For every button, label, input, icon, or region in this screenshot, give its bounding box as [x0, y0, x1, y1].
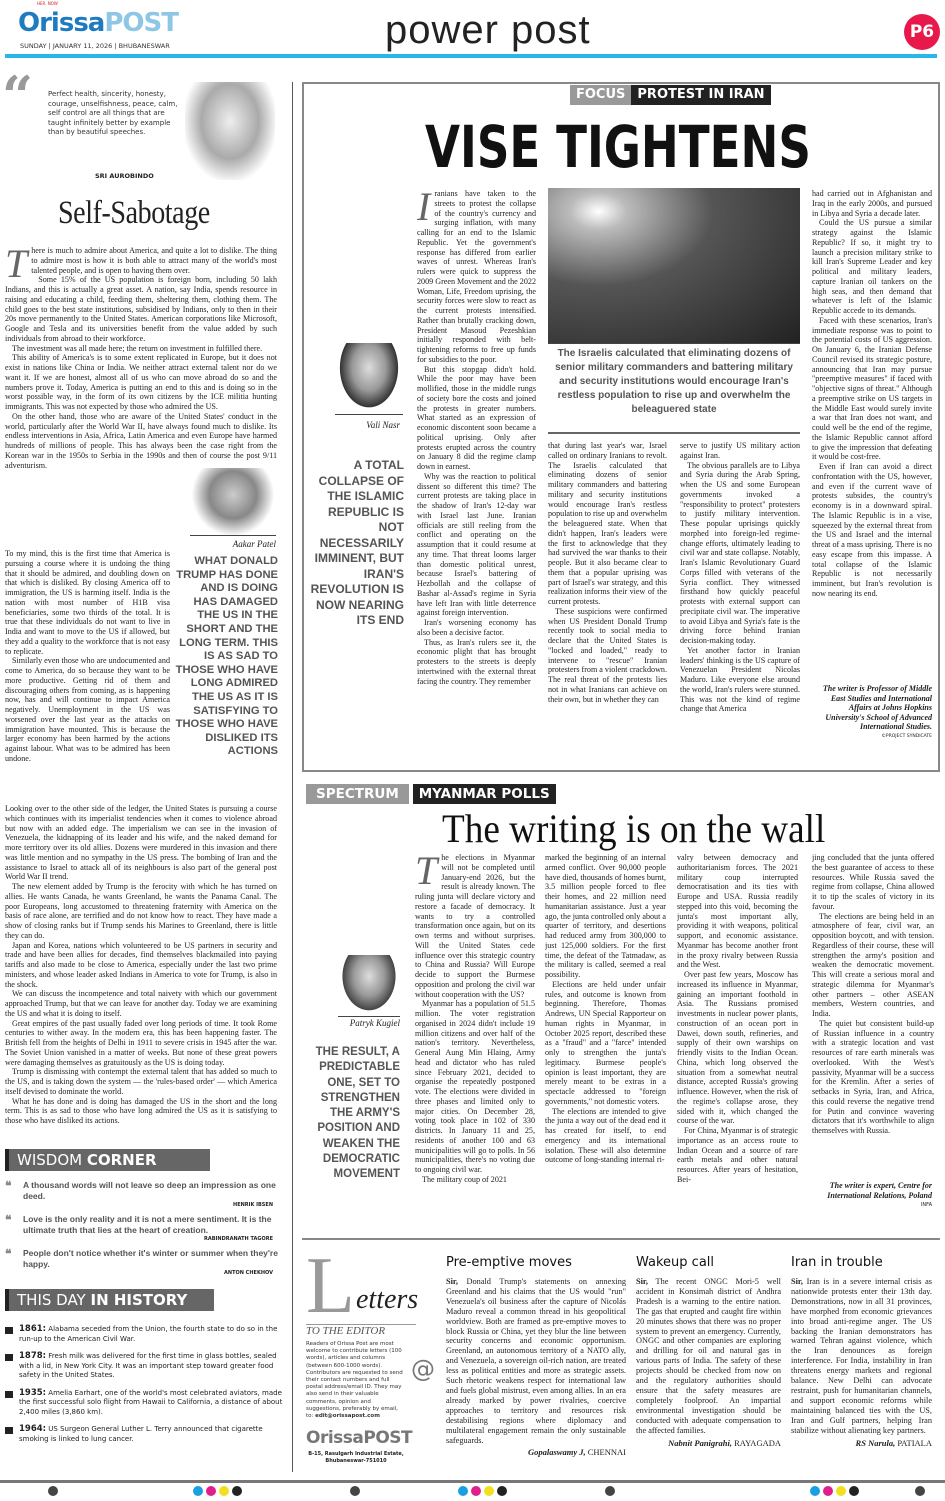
myanmar-author-bio: The writer is expert, Centre for International Relations, Poland	[827, 1181, 932, 1200]
columnist-photo	[190, 468, 276, 536]
letter-text: Donald Trump's statements on annexing Greenland and his claims that the US would "run" Venezuela's oil business after the capture of Nicolás Maduro reveal a common thread in his geopolitical worldview. Both are framed as pre-emptive moves to block Russia or China, yet they blur the line between security concerns and economic opportunism. Greenland, an autonomous territory of a NATO ally, and Venezuela, a sovereign oil-rich nation, are treated less as political entities and more as strategic assets. Such rhetoric weakens respect for international law and fuels global mistrust, even among allies. In an era already marked by power rivalries, coercive approaches to territory and resources risk destabilising regions where diplomacy and multilateral engagement remain the only sustainable safeguards.	[446, 1277, 626, 1445]
iran-bio-block	[812, 684, 932, 740]
letters-info	[306, 1341, 406, 1420]
iran-credit: ©PROJECT SYNDICATE	[881, 733, 932, 739]
paragraph: Trump is dismissing with contempt the external talent that has added so much to the US, and is taking down the system — the 'rules-based order' — which America itself devised to dominate the world.	[5, 1067, 277, 1096]
paragraph: Elections are held under unfair rules, and outcome is known from beginning. Therefore, Thomas Andrews, UN Special Rapporteur on human rights in Myanmar, in October 2025 report, described these as a "fraud" and a "farce" intended only to strengthen the junta's legitimacy. Burmese people's opinion is least important, they are merely meant to be extras in a spectacle addressed to "foreign governments," not domestic voters.	[545, 979, 666, 1106]
wisdom-corner	[5, 1149, 283, 1444]
letter-1	[446, 1255, 626, 1457]
dropcap: I	[417, 189, 431, 229]
wisdom-quote-3	[5, 1248, 283, 1269]
registration-mark	[849, 1486, 859, 1496]
column-divider	[292, 82, 293, 1472]
myanmar-col-4	[812, 853, 934, 1175]
paragraph: Looking over to the other side of the ledger, the United States is pursuing a course which continues with its imperialist tendencies when it comes to violence abroad but now with an added edge. The imperialism we can see in the invasion of Venezuela, the kidnapping of its leader and his wife, and the naked demand for more territory over its old allies. Dozens were murdered in this invasion and there was little mention and no sympathy in the US press. The bombing of Iran and the assistance to Israel to attack all of its neighbours is also part of the general post World War II trend.	[5, 804, 277, 882]
wisdom-quote-2	[5, 1214, 283, 1235]
paragraph: The elections are intended to give the junta a way out of the dead end it has created for itself, to end emergency and its international isolation. These will also determine outcome of long-standing internal ri-	[545, 1106, 666, 1165]
history-item	[5, 1425, 283, 1444]
bullet-square-icon	[5, 1427, 13, 1434]
paragraph: ranians have taken to the streets to protest the collapse of the country's currency and surging inflation, with many calling for an end to the Islamic Republic. Yet the government's response has differed from earlier waves of unrest. Whereas Iran's rulers were quick to suppress the 2009 Green Movement and the 2022 Woman, Life, Freedom uprising, the security forces were slow to react as the current protests intensified. Rather than brutally cracking down, President Masoud Pezeshkian initially responded with belt-tightening reforms to free up funds for subsidies to the poor.	[417, 189, 536, 364]
author-photo-vali-nasr	[335, 343, 403, 415]
header-rule	[5, 54, 937, 58]
registration-mark	[810, 1486, 820, 1496]
editorial-title: Self-Sabotage	[58, 195, 210, 231]
registration-mark	[915, 1486, 925, 1496]
editorial-body-bottom	[5, 804, 277, 1136]
paragraph: Iran's worsening economy has also been a decisive factor.	[417, 618, 536, 637]
history-text: Fresh milk was delivered for the first time in glass bottles, sealed with a lid, in New York City. It was an important step toward greater food safety in the United States.	[19, 1352, 277, 1379]
letter-salutation: Sir,	[791, 1277, 803, 1286]
paragraph: The quiet but consistent build-up of Russian influence in a country with a strategic location and vast resources of rare earth minerals was overlooked. With the West's passivity, Myanmar will be a success for the Kremlin. After a series of setbacks in Syria, Iran, and Africa, this could reverse the negative trend for Putin and convince wavering dictators that it's worthwhile to align themselves with Russia.	[812, 1018, 934, 1135]
history-item	[5, 1325, 283, 1344]
letter-place: RAYAGADA	[734, 1437, 781, 1448]
article-text	[5, 549, 170, 764]
email-at-icon: @	[411, 1355, 435, 1383]
paragraph: Myanmar has a population of 51.5 million. The voter registration organised in 2024 didn't include 19 million citizens and over half of the nation's territory. Nevertheless, General Aung Min Hlaing, Army head and dictator who has ruled since February 2021, decided to organise the repeatedly postponed vote. The elections were divided in three phases and limited only to major cities. On December 28, voting took place in 102 of 330 districts. In January 11 and 25, residents of another 100 and 63 municipalities will go to polls. In 56 municipalities, there's no voting due to ongoing civil war.	[415, 999, 535, 1174]
tag-spectrum: SPECTRUM	[306, 784, 409, 804]
iran-col-2	[548, 441, 667, 757]
letter-signature	[636, 1438, 781, 1448]
wisdom-corner-header	[5, 1149, 210, 1171]
columnist-caption: Aakar Patel	[232, 539, 276, 549]
letter-body	[636, 1277, 781, 1436]
paragraph: serve to justify US military action against Iran.	[680, 441, 800, 460]
paragraph: Great empires of the past usually faded over long periods of time. It took Rome centuries to wither away. In the modern era, this has been happening faster. The British fell from the heights of Delhi in 1911 to severe crisis in 1945 after the war. The Soviet Union vanished in a matter of weeks. But none of these great powers were damaging themselves as gratuitously as the US is doing today.	[5, 1018, 277, 1067]
registration-mark	[497, 1486, 507, 1496]
myanmar-col-1	[415, 853, 535, 1223]
letter-heading: Iran in trouble	[791, 1255, 883, 1270]
iran-col-1	[417, 189, 536, 757]
logo-orissa: Orissa	[306, 1428, 364, 1448]
letter-text: The recent ONGC Mori-5 well accident in Konsimah district of Andhra Pradesh is a warning to the entire nation. The gas that erupted and caught fire within 20 minutes shows that there was no proper system to prevent an emergency. Currently, ONGC and other companies are exploring and drilling for oil and natural gas in various parts of India. The safety of these projects should be checked from now on and the regulatory authorities should ensure that the safety measures are completely foolproof. An impartial environmental investigation should be conducted with adequate compensation to the affected families.	[636, 1277, 781, 1435]
letter-signature	[791, 1438, 932, 1448]
quote-author: SRI AUROBINDO	[95, 172, 154, 180]
logo-post: POST	[104, 8, 178, 38]
quote-text: Love is the only reality and it is not a mere sentiment. It is the ultimate truth that lies at the heart of creation.	[23, 1214, 272, 1235]
letter-body	[791, 1277, 932, 1436]
paragraph: On the other hand, those who are aware of the United States' conduct in the world, particularly after the World War II, have always found much to dislike. Its endless interventions in Asia, Africa, Latin America and even Europe have harmed hundreds of millions of people. This has always been the case right from the Korean war in the 1950s to Serbia in the 1990s and then of course the post 9/11 adventurism.	[5, 411, 277, 470]
myanmar-col-3	[677, 853, 798, 1223]
protest-photo	[548, 188, 800, 344]
iran-col-3	[680, 441, 800, 757]
letter-body	[446, 1277, 626, 1445]
quote-mark-icon: “	[2, 64, 34, 128]
letter-author: Nabnit Panigrahi,	[668, 1437, 732, 1448]
paragraph: The obvious parallels are to Libya and Syria during the Arab Spring, when the US and some European governments invoked a "responsibility to protect" protesters to justify military intervention. These popular uprisings quickly morphed into foreign-led regime-change efforts, ultimately leading to civil war and state collapse. Notably, Iran's Islamic Revolutionary Guard Corps filled with veterans of the Syria conflict. They witnessed firsthand how quickly peaceful protests with external support can precipitate civil war. The imperative to avoid Libya and Syria's fate is the driving force behind Iranian decision-making today.	[680, 460, 800, 645]
logo-post: POST	[363, 1428, 413, 1448]
dropcap: T	[415, 853, 438, 893]
iran-author-bio: The writer is Professor of Middle East Studies and International Affairs at Johns Hopkins University's School of Advanced International Studies.	[822, 684, 932, 732]
letter-3	[791, 1255, 932, 1448]
letters-title: etters	[356, 1284, 419, 1315]
letter-signature	[446, 1447, 626, 1457]
iran-pull-quote: A TOTAL COLLAPSE OF THE ISLAMIC REPUBLIC IS NOT NECESSARILY IMMINENT, BUT IRAN'S REVOLUTION IS NOW NEARING ITS END	[310, 458, 404, 627]
letters-info-text: Readers of Orissa Post are most welcome to contribute letters (100 words), articles and columns (between 600-1000 words). Contributors are requested to send their contact numbers and full postal address/email ID. They may also send in their valuable comments, opinion and suggestions, preferably by email, to:	[306, 1341, 403, 1420]
history-title-bold: IN HISTORY	[90, 1291, 188, 1309]
history-item	[5, 1389, 283, 1418]
registration-mark	[484, 1486, 494, 1496]
registration-mark	[823, 1486, 833, 1496]
dateline: SUNDAY | JANUARY 11, 2026 | BHUBANESWAR	[20, 42, 170, 50]
myanmar-bio-block	[812, 1181, 932, 1209]
paragraph: valry between democracy and authoritarianism forces. The 2021 military coup interrupted democratisation and its ties with Europe and USA. Russia readily stepped into this void, becoming the junta's most important ally, providing it with weapons, political support, and economic assistance. Myanmar has become another front in the proxy rivalry between Russia and the West.	[677, 853, 798, 970]
paragraph: marked the beginning of an internal armed conflict. Over 90,000 people have died, thousands of homes burnt, 3.5 million people forced to flee their homes, and 22 million need humanitarian assistance. Just a year ago, the junta controlled only about a quarter of territory, and desertions had reduced army from 300,000 to just 125,000 soldiers. For the first time, the defeat of the Tatmadaw, as the military is called, seemed a real possibility.	[545, 853, 666, 979]
paragraph: To my mind, this is the first time that America is pursuing a course where it is undoing the thing that it should be admired, and doubling down on that which is disliked. By closing America off to immigration, the US is harming itself. India is the nation with most number of H1B visa beneficiaries, some two thirds of the total. It is true that these individuals do not want to live in India and want to move to the US if allowed, but they add a quality to the workforce that is not easy to replicate.	[5, 549, 170, 656]
history-text: Amelia Earhart, one of the world's most celebrated aviators, made the first successful solo flight from Hawaii to California, a distance of about 2,400 miles (3,860 km).	[19, 1388, 283, 1416]
quote-text: People don't notice whether it's winter or summer when they're happy.	[23, 1248, 278, 1269]
article-text	[415, 853, 535, 1185]
tag-focus: FOCUS	[570, 85, 631, 105]
history-title-light: THIS DAY	[17, 1291, 91, 1309]
letters-address: B-15, Rasulgarh Industrial Estate, Bhubaneswar-751010	[308, 1451, 404, 1464]
history-year: 1935:	[19, 1387, 47, 1398]
letter-author: Gopalaswamy J,	[528, 1447, 586, 1458]
quote-text: A thousand words will not leave so deep an impression as one deed.	[23, 1180, 276, 1201]
registration-mark	[219, 1486, 229, 1496]
footer-rule	[0, 1480, 945, 1483]
paragraph: This ability of America's is to some extent replicated in Europe, but it does not exist in nations like China or India. We neither attract external talent nor do we want it. If we are honest, almost all of us who can move abroad do so and the numbers prove it. Today, America is putting an end to this and is doing so in the worst possible way, in the form of its own citizens by the ICE militia hunting immigrants. This was not expected by those who admired the US.	[5, 353, 277, 411]
paragraph: The elections are being held in an atmosphere of fear, civil war, an opposition boycott, and with tension. Regardless of their course, these will strengthen the army's position and weaken the democratic movement. This will create a serious moral and strategic dilemma for Myanmar's other partners – other ASEAN members, Western countries, and India.	[812, 911, 934, 1018]
letter-author: RS Narula,	[855, 1437, 896, 1448]
paragraph: Even if Iran can avoid a direct confrontation with the US, however, and even if the current wave of protests subsides, the country's economy is in a downward spiral. The Islamic Republic is in a vise, squeezed by the external threat from the US and Israel and the internal threat of a mass uprising. There is no easy escape from this impasse. A total collapse of the Islamic Republic is not necessarily imminent, but Iran's revolution is now nearing its end.	[812, 462, 932, 598]
paragraph: The military coup of 2021	[422, 1174, 507, 1184]
iran-section-tag	[570, 85, 771, 105]
paragraph: Thus, as Iran's rulers see it, the economic plight that has brought protesters to the streets is deeply intertwined with the external threat facing the country. They remember	[417, 637, 536, 686]
registration-mark	[350, 1486, 360, 1496]
article-text	[545, 853, 666, 1165]
quote-author: RABINDRANATH TAGORE	[204, 1236, 273, 1242]
bullet-square-icon	[5, 1354, 13, 1361]
wisdom-quote-1	[5, 1180, 283, 1201]
page-badge: P6	[904, 14, 940, 50]
article-text	[812, 853, 934, 1136]
letter-place: CHENNAI	[587, 1447, 626, 1458]
history-header	[5, 1289, 214, 1311]
quote-mark-icon: ❝	[5, 1179, 12, 1193]
paragraph: What he has done and is doing has damaged the US in the short and the long term. This is as sad to those who have long admired the US as it is satisfying to those who have disliked its actions.	[5, 1096, 277, 1125]
registration-mark	[232, 1486, 242, 1496]
registration-mark	[471, 1486, 481, 1496]
myanmar-col-2	[545, 853, 666, 1223]
registration-mark	[193, 1486, 203, 1496]
photo-pull-quote: The Israelis calculated that eliminating dozens of senior military commanders and battering military and security institutions would encourage Iran's restless population to rise up and overwhelm the beleaguered state	[555, 348, 793, 415]
paragraph: Could the US pursue a similar strategy against the Islamic Republic? If so, it might try to launch a precision military strike to kill Iran's Supreme Leader and key political and military leaders, capture Iranian oil tankers on the high seas, and then demand that whatever is left of the Islamic Republic accede to its demands.	[812, 218, 932, 315]
history-item	[5, 1352, 283, 1381]
section-title: power post	[385, 8, 591, 52]
paragraph: Some 15% of the US population is foreign born, including 50 lakh Indians, and this is actually a great asset. A nation, say India, spends resource in raising and educating a child, feeding them, sheltering them, clothing them. The child goes to the best state institutions, subsidised by Indians, only to then in their 20s move permanently to the United States. American corporations like Microsoft, Google and Tesla and its universities benefit from the value added by such individuals from abroad to their workforce.	[5, 275, 277, 343]
paragraph: Over past few years, Moscow has increased its influence in Myanmar, gaining an important foothold in Asia. The Russians promised investments in nuclear power plants, construction of an ocean port in Dawei, down south, refineries, and supply of their own warships on friendly visits to the Indian Ocean. China, which long observed the situation from a somewhat neutral distance, accepted Russia's growing influence. However, when the risk of the regime's collapse arose, they sided with it, which changed the course of the war.	[677, 970, 798, 1126]
letters-email[interactable]: edit@orissapost.com	[315, 1413, 380, 1420]
paragraph: But this stopgap didn't hold. While the poor may have been mollified, those in the middle rungs of society bore the costs and joined the protests in greater numbers. What started as an expression of economic discontent soon became a political uprising. Only after protests erupted across the country on January 8 did the regime clamp down in earnest.	[417, 364, 536, 471]
article-text	[677, 853, 798, 1185]
registration-mark	[206, 1486, 216, 1496]
myanmar-credit: INFA	[920, 1202, 932, 1209]
history-text: US Surgeon General Luther L. Terry announced that cigarette smoking is linked to lung cancer.	[19, 1425, 263, 1443]
paragraph: For China, Myanmar is of strategic importance as an access route to Indian Ocean and a source of rare earth metals and other natural resources. After years of hesitation, Bei-	[677, 1126, 798, 1184]
article-text	[812, 189, 932, 599]
dropcap: T	[5, 246, 28, 286]
registration-mark	[48, 1486, 58, 1496]
letter-heading: Pre-emptive moves	[446, 1255, 572, 1270]
letter-heading: Wakeup call	[636, 1255, 715, 1270]
author-portrait	[185, 82, 275, 180]
letter-salutation: Sir,	[446, 1277, 458, 1286]
letter-place: PATIALA	[897, 1437, 932, 1448]
wisdom-title-bold: CORNER	[86, 1151, 157, 1169]
article-text	[680, 441, 800, 714]
letter-2	[636, 1255, 781, 1448]
registration-mark	[836, 1486, 846, 1496]
quote-text: Perfect health, sincerity, honesty, courage, unselfishness, peace, calm, self control are all things that are taught infinitely better by example than by beautiful speeches.	[48, 90, 178, 136]
letters-logo	[306, 1428, 412, 1448]
paragraph: These suspicions were confirmed when US President Donald Trump recently took to social media to declare that the United States is "locked and loaded," ready to intervene to "rescue" Iranian protesters from a violent crackdown. The real threat of the protests lies not in what Iranians can achieve on their own, but in whether they can	[548, 606, 667, 704]
paragraph: Yet another factor in Iranian leaders' thinking is the US capture of Venezuelan President Nicolas Maduro. Like everyone else around the world, Iran's rulers were stunned. This was not the kind of regime change that America	[680, 645, 800, 714]
paragraph: jing concluded that the junta offered the best guarantee of access to these resources. While Russia saved the regime from collapse, China allowed it to tip the scales of victory in its favour.	[812, 853, 934, 911]
wisdom-title-light: WISDOM	[17, 1151, 87, 1169]
paragraph: Japan and Korea, nations which volunteered to be US partners in security and trade and have been allies for decades, find themselves blackmailed into paying tariffs and also made to be close to America, especially under the last two prime ministers, and whose leader asked Indians in America to vote for Trump, is also in the shock.	[5, 940, 277, 989]
letter-salutation: Sir,	[636, 1277, 648, 1286]
paragraph: We can discuss the incompetence and total naivety with which our government approached Trump, but that we can leave for another day. Today we are examining the US and what it is doing to itself.	[5, 989, 277, 1018]
paragraph: Why was the reaction to political dissent so different this time? The current protests are taking place in the shadow of Iran's 12-day war with Israel last June. Iranian officials are still reeling from the conflict and operating on the assumption that it could resume at any time. That threat looms larger than domestic political unrest, because Israel's battering of Hezbollah and the collapse of Bashar al-Assad's regime in Syria have left Iran with little deterrence against foreign intervention.	[417, 471, 536, 618]
registration-mark	[458, 1486, 468, 1496]
letters-big-l: L	[306, 1242, 355, 1330]
quote-author: ANTON CHEKHOV	[224, 1270, 273, 1276]
article-text	[5, 804, 277, 1126]
paragraph: The new element added by Trump is the ferocity with which he has turned on allies. He wants Canada, he wants Greenland, he wants the Panama Canal. The poor Europeans, long accustomed to threatening fraternity with America on the basis of race alone, are terrified and do not know how to react. They have made a show of closing ranks but if Trump sends his Marines to Greenland, there is little they can do.	[5, 882, 277, 940]
paragraph: Similarly even those who are undocumented and come to America, do so because they want to be more productive. Getting rid of them and discouraging others from coming, as is happening now, has and will continue to impact America negatively. Unemployment in the US was worsened over the last year as the attacks on immigration have mounted. This is because the larger economy has been harmed by the actions against labour. What was to be admired has been undone.	[5, 656, 170, 763]
author-caption: Vali Nasr	[366, 420, 400, 430]
history-year: 1861:	[19, 1324, 47, 1334]
paragraph: The investment was all made here; the return on investment in fulfilled there.	[12, 343, 263, 353]
section-rule	[302, 1238, 940, 1240]
history-text: Alabama seceded from the Union, the fourth state to do so in the run-up to the American Civil War.	[19, 1325, 278, 1343]
letter-text: Iran is in a severe internal crisis as nationwide protests enter their 13th day. Demonstrations, now in all 31 provinces, have morphed from economic grievances into broad anti-regime anger. The US backing the Iranian demonstrators has warned Tehran against violence, which the Iran denounces as foreign interference. For India, instability in Iran threatens energy markets and regional balance. New Delhi can advocate restraint, push for humanitarian channels, and support economic reforms while maintaining balanced ties with the US, Iran and Gulf partners, helping Iran stabilize without alienating key partners.	[791, 1277, 932, 1435]
editorial-pull-quote: WHAT DONALD TRUMP HAS DONE AND IS DOING HAS DAMAGED THE US IN THE SHORT AND THE LONG TERM. THIS IS AS SAD TO THOSE WHO HAVE LONG ADMIRED THE US AS IT IS SATISFYING TO THOSE WHO HAVE DISLIKED ITS ACTIONS	[175, 555, 278, 758]
paragraph: here is much to admire about America, and quite a lot to dislike. The thing to admire most is how it is both able to attract many of the world's most talented people, and is open to having them over.	[31, 246, 277, 275]
paragraph: had carried out in Afghanistan and Iraq in the early 2000s, and pursued in Libya and Syria a decade later.	[812, 189, 932, 218]
bullet-square-icon	[5, 1327, 13, 1334]
author-photo-patryk-kugiel	[338, 955, 400, 1017]
tag-topic: PROTEST IN IRAN	[631, 85, 770, 105]
bullet-square-icon	[5, 1391, 13, 1398]
myanmar-section-tag	[306, 784, 556, 804]
history-year: 1878:	[19, 1351, 47, 1361]
iran-col-4	[812, 189, 932, 677]
letters-subtitle: TO THE EDITOR	[306, 1324, 416, 1338]
registration-mark	[605, 1486, 615, 1496]
tag-topic: MYANMAR POLLS	[413, 784, 556, 804]
article-text	[5, 246, 277, 470]
logo-orissa: Orissa	[18, 8, 105, 38]
quote-author: HENRIK IBSEN	[233, 1202, 273, 1208]
paragraph: Faced with these scenarios, Iran's immediate response was to point to the potential costs of US aggression. On January 6, the Iranian Defense Council revised its strategic posture, announcing that Iran may pursue "preemptive measures" if faced with "objective signs of threat." Although a preemptive strike on US targets in the Middle East would surely invite a war that Iran does not want, and could well be the end of the regime, the Islamic Republic cannot afford to give the impression that defeating it would be cost-free.	[812, 315, 932, 462]
history-year: 1964:	[19, 1424, 47, 1434]
masthead-logo	[18, 8, 178, 38]
myanmar-headline: The writing is on the wall	[442, 806, 826, 851]
paragraph: that during last year's war, Israel called on ordinary Iranians to revolt. The Israelis calculated that eliminating dozens of senior military commanders and battering military and security institutions would encourage Iran's restless population to rise up and overwhelm the beleaguered state. When that didn't happen, Iran's leaders were the first to acknowledge that they had survived the war thanks to their people. But it also became clear to them that a popular uprising was part of Israel's war strategy, and this realization informs their view of the current protests.	[548, 441, 667, 606]
paragraph: he elections in Myanmar will not be completed until January-end 2026, but the result is already known. The ruling junta will declare victory and restore a facade of democracy. It wants to try a controlled transformation once again, but on its own terms and without surprises. Will the United States cede influence over this strategic country to China and Russia? Will Europe decide to support the Burmese opposition and prolong the civil war without cooperation with the US?	[415, 853, 535, 999]
article-text	[548, 441, 667, 704]
logo-tag: HER. NOW	[37, 1, 58, 6]
quote-mark-icon: ❝	[5, 1247, 12, 1261]
author-caption: Patryk Kugiel	[349, 1018, 400, 1028]
article-text	[417, 189, 536, 686]
iran-headline: VISE TIGHTENS	[425, 113, 811, 181]
myanmar-pull-quote: THE RESULT, A PREDICTABLE ONE, SET TO STRENGTHEN THE ARMY'S POSITION AND WEAKEN THE DEMOCRATIC MOVEMENT	[315, 1046, 400, 1181]
rule	[548, 432, 800, 434]
editorial-body-mid	[5, 549, 170, 793]
quote-mark-icon: ❝	[5, 1213, 12, 1227]
